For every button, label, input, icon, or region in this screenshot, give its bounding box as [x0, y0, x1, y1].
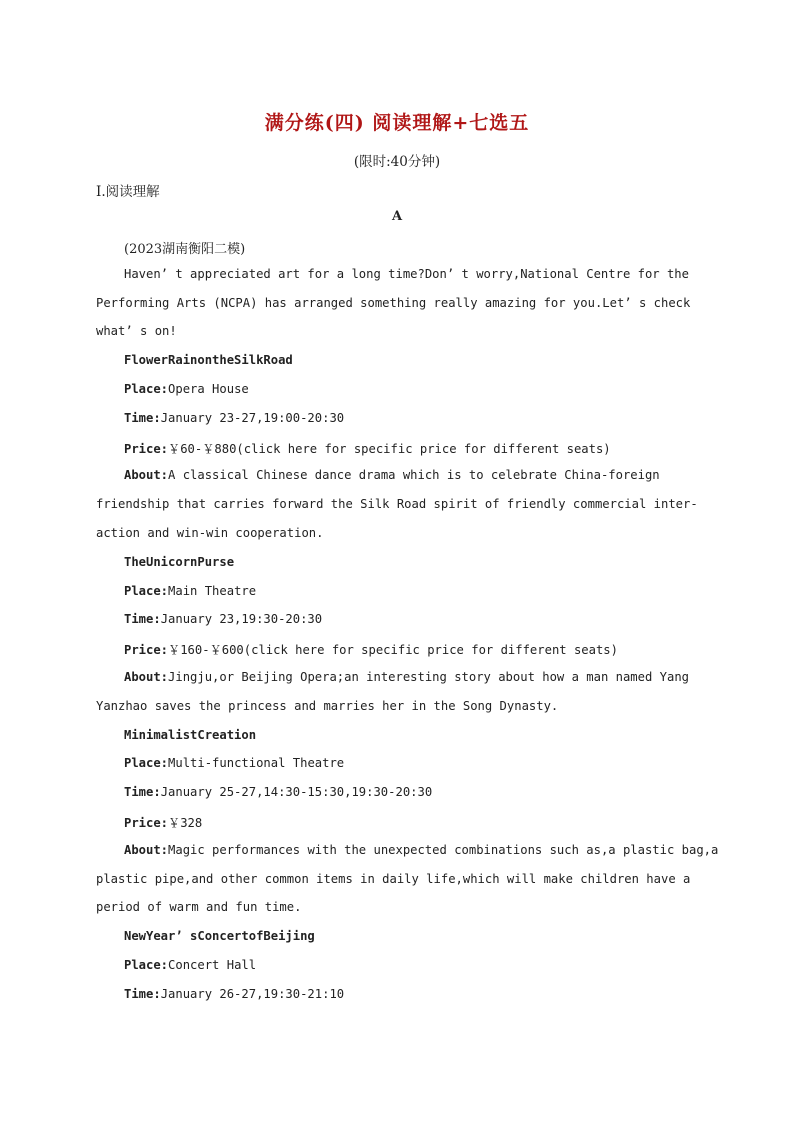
event-4-place: Place:Concert Hall — [124, 958, 257, 972]
part-label: A — [391, 209, 403, 224]
intro-line-3: what’ s on! — [96, 324, 177, 338]
event-2-about-line-2: Yanzhao saves the princess and marries her in the Song Dynasty. — [96, 699, 559, 713]
event-3-about: About:Magic performances with the unexpected combinations such as,a plastic bag,a — [124, 843, 719, 857]
intro-line-2: Performing Arts (NCPA) has arranged something really amazing for you.Let’ s check — [96, 296, 691, 310]
page-title: 满分练(四) 阅读理解+七选五 — [264, 112, 530, 134]
event-1-about-line-3: action and win-win cooperation. — [96, 526, 324, 540]
event-1-place: Place:Opera House — [124, 382, 249, 396]
event-1-about: About:A classical Chinese dance drama which is to celebrate China-foreign — [124, 468, 660, 482]
section-heading: Ⅰ.阅读理解 — [96, 184, 160, 200]
event-1-name: FlowerRainontheSilkRoad — [124, 353, 293, 367]
event-3-place: Place:Multi-functional Theatre — [124, 756, 345, 770]
event-3-about-line-3: period of warm and fun time. — [96, 900, 302, 914]
event-3-about-line-2: plastic pipe,and other common items in daily life,which will make children have a — [96, 872, 691, 886]
event-2-place: Place:Main Theatre — [124, 584, 257, 598]
event-3-name: MinimalistCreation — [124, 728, 257, 742]
source-note: (2023湖南衡阳二模) — [124, 242, 246, 257]
event-2-name: TheUnicornPurse — [124, 555, 235, 569]
event-2-time: Time:January 23,19:30-20:30 — [124, 612, 323, 626]
event-1-about-line-2: friendship that carries forward the Silk Road spirit of friendly commercial inter- — [96, 497, 698, 511]
event-3-time: Time:January 25-27,14:30-15:30,19:30-20:30 — [124, 785, 433, 799]
event-1-time: Time:January 23-27,19:00-20:30 — [124, 411, 345, 425]
time-limit: (限时:40分钟) — [353, 154, 441, 170]
event-4-time: Time:January 26-27,19:30-21:10 — [124, 987, 345, 1001]
event-2-about: About:Jingju,or Beijing Opera;an interesting story about how a man named Yang — [124, 670, 689, 684]
event-2-price: Price:￥160-￥600(click here for specific price for different seats) — [124, 643, 618, 657]
event-3-price: Price:￥328 — [124, 816, 203, 830]
intro-line-1: Haven’ t appreciated art for a long time?Don’ t worry,National Centre for the — [124, 267, 689, 281]
event-4-name: NewYear’ sConcertofBeijing — [124, 929, 315, 943]
event-1-price: Price:￥60-￥880(click here for specific price for different seats) — [124, 442, 611, 456]
